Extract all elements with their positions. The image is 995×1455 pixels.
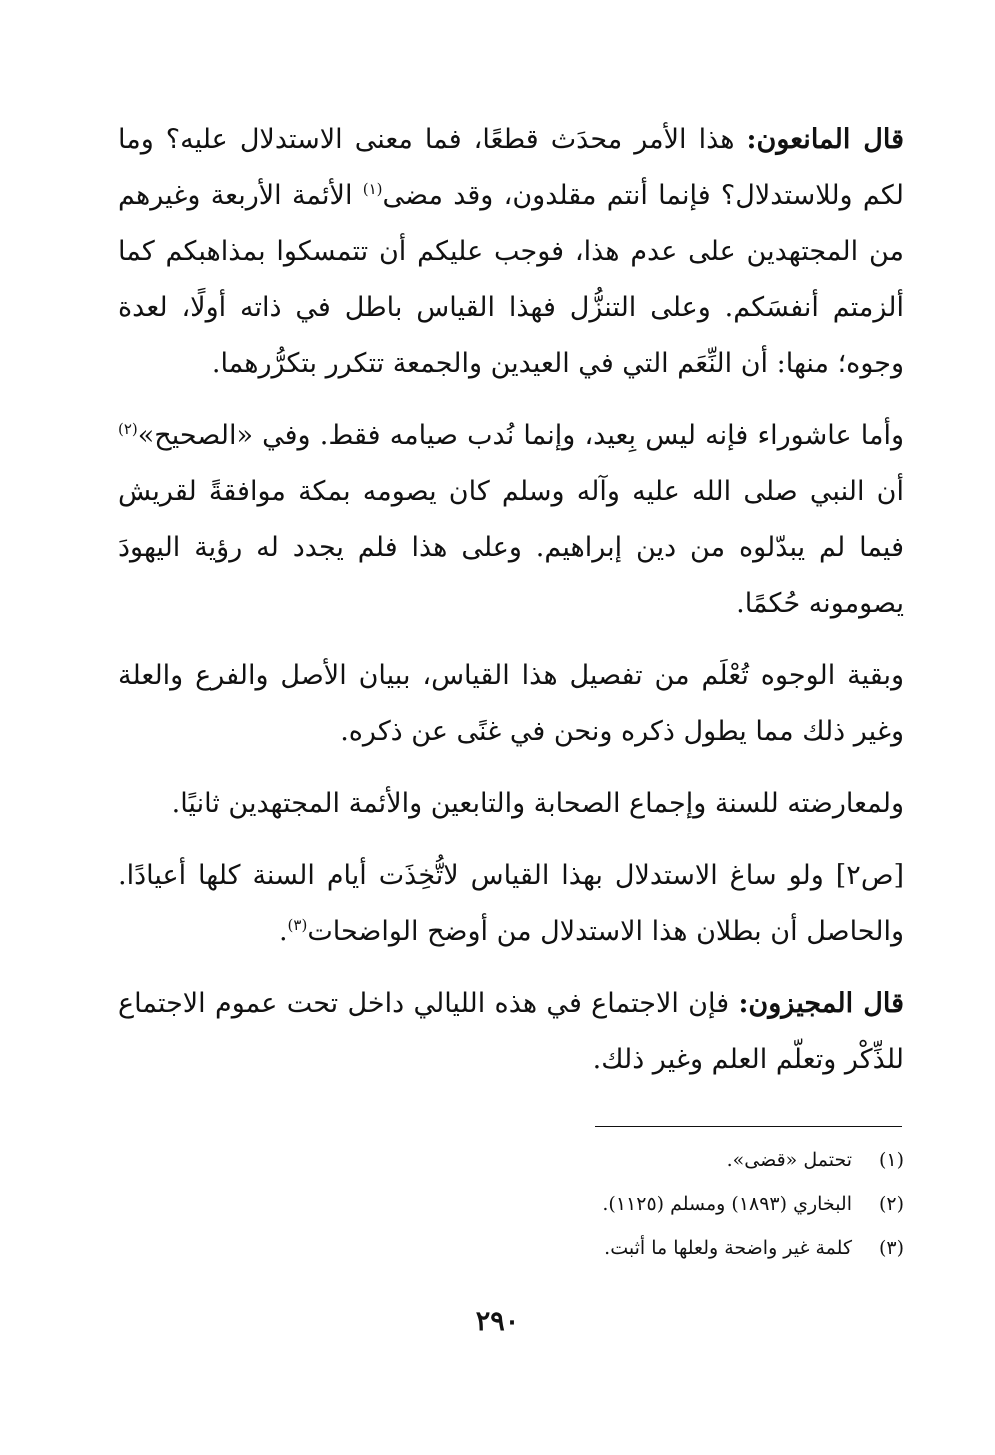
paragraph-maniun [118,112,904,392]
paragraph-contradiction [118,776,904,832]
footnote-divider [595,1126,902,1127]
paragraph-text: أن النبي صلى الله عليه وآله وسلم كان يصومه بمكة موافقةً لقريش فيما لم يبدّلوه من دين إبراهيم. وعلى هذا فلم يجدد له رؤية اليهودَ يصومونه حُكمًا. [118,476,904,619]
paragraph-text: ولمعارضته للسنة وإجماع الصحابة والتابعين والأئمة المجتهدين ثانيًا. [171,788,904,819]
paragraph-conclusion [118,848,904,960]
paragraph-remaining-aspects [118,648,904,760]
footnote-text: كلمة غير واضحة ولعلها ما أثبت. [604,1237,852,1259]
footnotes [304,1138,904,1270]
paragraph-text: . [278,916,288,947]
footnote-item [304,1226,904,1270]
paragraph-text: الأئمة الأربعة وغيرهم من المجتهدين على عدم هذا، فوجب عليكم أن تتمسكوا بمذاهبكم كما ألزمتم أنفسَكم. وعلى التنزُّل فهذا القياس باطل في ذاته أولًا، لعدة وجوه؛ منها: أن النِّعَم التي في العيدين والجمعة تتكرر بتكرُّرهما. [118,180,904,379]
main-text [118,112,904,1104]
page-number: ٢٩٠ [475,1306,520,1337]
footnote-item [304,1138,904,1182]
footnote-number: (١) [878,1149,904,1171]
footnote-ref-1: (١) [362,180,383,198]
footnote-ref-3: (٣) [287,916,308,934]
footnote-number: (٣) [878,1237,904,1259]
paragraph-text: [ص٢] ولو ساغ الاستدلال بهذا القياس لاتُّخِذَت أيام السنة كلها أعيادًا. والحاصل أن بطلان هذا الاستدلال من أوضح الواضحات [118,860,904,947]
paragraph-mujizun [118,976,904,1088]
speaker-label: قال المانعون: [746,124,904,155]
paragraph-text: وأما عاشوراء فإنه ليس بِعيد، وإنما نُدب صيامه فقط. وفي «الصحيح» [137,420,904,451]
footnote-ref-2: (٢) [118,420,138,438]
footnote-number: (٢) [878,1193,904,1215]
footnote-item [304,1182,904,1226]
paragraph-ashura [118,408,904,632]
paragraph-text: وبقية الوجوه تُعْلَم من تفصيل هذا القياس، ببيان الأصل والفرع والعلة وغير ذلك مما يطول ذكره ونحن في غنًى عن ذكره. [118,660,904,747]
footnote-text: تحتمل «قضى». [726,1149,852,1171]
speaker-label: قال المجيزون: [738,988,905,1019]
paragraph-text: هذا الأمر محدَث قطعًا، فما معنى الاستدلال عليه؟ وما لكم وللاستدلال؟ فإنما أنتم مقلدون، وقد مضى [118,124,904,211]
footnote-text: البخاري (١٨٩٣) ومسلم (١١٢٥). [602,1193,852,1215]
paragraph-text: فإن الاجتماع في هذه الليالي داخل تحت عموم الاجتماع للذِّكْر وتعلّم العلم وغير ذلك. [118,988,904,1075]
